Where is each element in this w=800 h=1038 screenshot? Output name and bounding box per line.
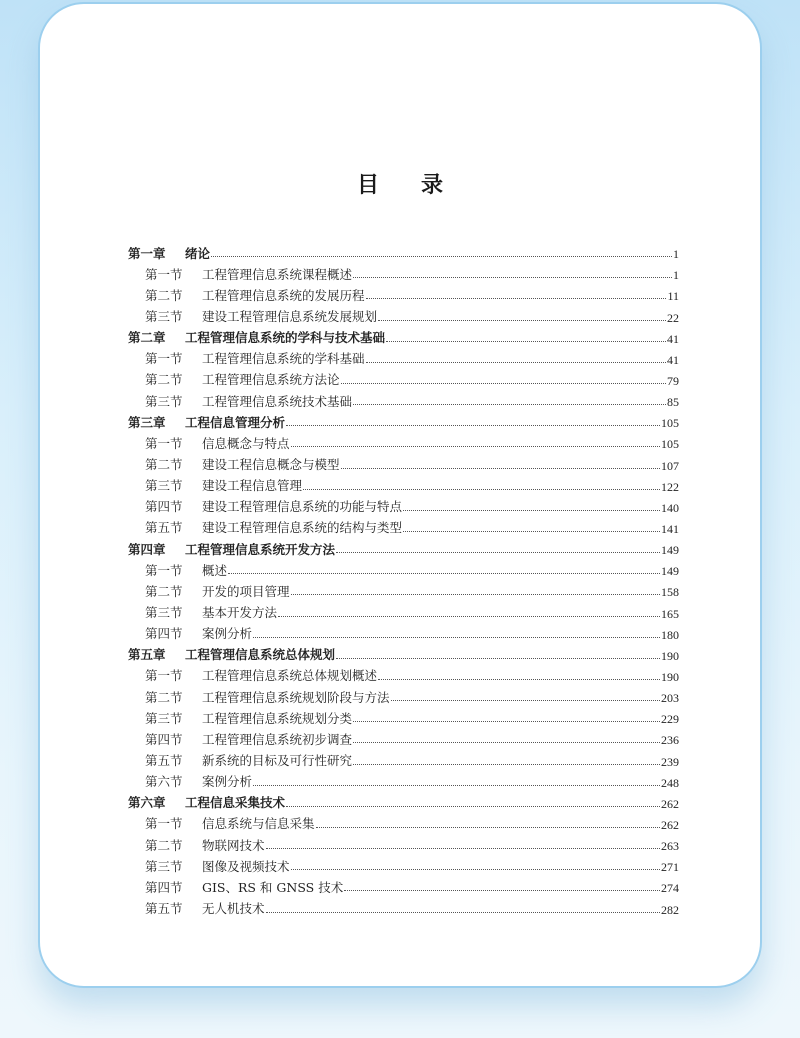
toc-entry-number: 第二节 [145, 689, 183, 705]
toc-section-row[interactable] [128, 705, 679, 726]
toc-entry-number: 第一节 [145, 351, 183, 367]
toc-entry-title: 概述 [202, 562, 228, 578]
toc-page-number: 149 [661, 543, 679, 558]
toc-section-row[interactable] [128, 282, 679, 303]
toc-entry-title: 建设工程管理信息系统发展规划 [202, 309, 378, 325]
toc-page-number: 79 [667, 373, 679, 388]
toc-page-number: 41 [667, 352, 679, 367]
toc-leader-dots [344, 890, 660, 891]
toc-section-row[interactable] [128, 578, 679, 599]
toc-entry-number: 第四章 [128, 541, 166, 557]
toc-entry-number: 第三节 [145, 478, 183, 494]
toc-leader-dots [353, 764, 660, 765]
toc-entry-number: 第一章 [128, 245, 166, 261]
toc-entry-title: 工程管理信息系统的学科基础 [202, 351, 365, 367]
toc-section-row[interactable] [128, 895, 679, 916]
toc-entry-title: 工程管理信息系统方法论 [202, 372, 340, 388]
toc-leader-dots [278, 616, 660, 617]
toc-page-number: 107 [661, 458, 679, 473]
toc-entry-title: 工程管理信息系统总体规划 [185, 647, 336, 663]
toc-page-number: 229 [661, 712, 679, 727]
toc-entry-title: 工程管理信息系统技术基础 [202, 393, 353, 409]
toc-page-number: 149 [661, 564, 679, 579]
toc-leader-dots [341, 468, 660, 469]
toc-page-number: 105 [661, 437, 679, 452]
toc-entry-title: GIS、RS 和 GNSS 技术 [202, 879, 344, 895]
toc-section-row[interactable] [128, 832, 679, 853]
toc-section-row[interactable] [128, 557, 679, 578]
title-char-1: 目 [356, 172, 379, 198]
toc-section-row[interactable] [128, 473, 679, 494]
toc-entry-title: 工程管理信息系统课程概述 [202, 266, 353, 282]
toc-entry-title: 新系统的目标及可行性研究 [202, 753, 353, 769]
toc-entry-title: 工程管理信息系统的学科与技术基础 [185, 330, 386, 346]
toc-entry-number: 第三章 [128, 414, 166, 430]
toc-page-number: 11 [667, 289, 679, 304]
toc-entry-title: 开发的项目管理 [202, 583, 290, 599]
toc-entry-number: 第一节 [145, 266, 183, 282]
toc-leader-dots [228, 573, 660, 574]
toc-entry-title: 图像及视频技术 [202, 858, 290, 874]
toc-entry-title: 物联网技术 [202, 837, 265, 853]
toc-section-row[interactable] [128, 621, 679, 642]
toc-entry-number: 第四节 [145, 499, 183, 515]
toc-entry-title: 工程管理信息系统初步调查 [202, 731, 353, 747]
toc-entry-title: 工程管理信息系统规划阶段与方法 [202, 689, 390, 705]
toc-entry-number: 第五节 [145, 520, 183, 536]
toc-entry-title: 案例分析 [202, 774, 253, 790]
toc-leader-dots [378, 679, 660, 680]
toc-entry-number: 第六章 [128, 795, 166, 811]
toc-section-row[interactable] [128, 346, 679, 367]
toc-leader-dots [336, 658, 660, 659]
toc-entry-title: 工程管理信息系统的发展历程 [202, 287, 365, 303]
toc-entry-title: 工程信息管理分析 [185, 414, 286, 430]
toc-entry-number: 第五节 [145, 901, 183, 916]
toc-entry-number: 第二节 [145, 287, 183, 303]
toc-page-number: 1 [673, 247, 679, 262]
toc-page-number: 262 [661, 796, 679, 811]
toc-section-row[interactable] [128, 261, 679, 282]
toc-page-number: 236 [661, 733, 679, 748]
toc-page-number: 141 [661, 521, 679, 536]
toc-entry-title: 基本开发方法 [202, 605, 278, 621]
toc-page-number: 248 [661, 775, 679, 790]
toc-leader-dots [391, 700, 660, 701]
toc-leader-dots [303, 489, 660, 490]
toc-leader-dots [403, 531, 660, 532]
toc-section-row[interactable] [128, 811, 679, 832]
table-of-contents [128, 240, 679, 917]
toc-entry-title: 建设工程管理信息系统的结构与类型 [202, 520, 403, 536]
page-title [0, 168, 800, 199]
toc-leader-dots [353, 742, 660, 743]
toc-entry-number: 第三节 [145, 393, 183, 409]
toc-section-row[interactable] [128, 726, 679, 747]
toc-section-row[interactable] [128, 494, 679, 515]
toc-leader-dots [291, 446, 660, 447]
toc-leader-dots [316, 827, 660, 828]
toc-entry-title: 绪论 [185, 245, 211, 261]
toc-page-number: 282 [661, 902, 679, 917]
toc-section-row[interactable] [128, 451, 679, 472]
toc-leader-dots [353, 277, 672, 278]
toc-chapter-row[interactable] [128, 325, 679, 346]
toc-section-row[interactable] [128, 367, 679, 388]
toc-page-number: 105 [661, 416, 679, 431]
toc-entry-number: 第五节 [145, 753, 183, 769]
toc-entry-title: 案例分析 [202, 626, 253, 642]
toc-page-number: 239 [661, 754, 679, 769]
toc-entry-number: 第二节 [145, 457, 183, 473]
toc-section-row[interactable] [128, 853, 679, 874]
toc-page-number: 263 [661, 839, 679, 854]
toc-entry-number: 第四节 [145, 731, 183, 747]
toc-entry-number: 第一节 [145, 668, 183, 684]
toc-page-number: 122 [661, 479, 679, 494]
toc-leader-dots [253, 637, 660, 638]
toc-leader-dots [253, 785, 660, 786]
toc-section-row[interactable] [128, 430, 679, 451]
toc-section-row[interactable] [128, 663, 679, 684]
toc-page-number: 158 [661, 585, 679, 600]
toc-leader-dots [266, 912, 660, 913]
toc-entry-title: 无人机技术 [202, 901, 265, 916]
toc-section-row[interactable] [128, 599, 679, 620]
toc-chapter-row[interactable] [128, 790, 679, 811]
toc-leader-dots [291, 869, 660, 870]
toc-chapter-row[interactable] [128, 240, 679, 261]
toc-leader-dots [403, 510, 660, 511]
toc-entry-number: 第五章 [128, 647, 166, 663]
toc-page-number: 85 [667, 395, 679, 410]
title-char-2: 录 [421, 172, 444, 198]
toc-chapter-row[interactable] [128, 409, 679, 430]
toc-leader-dots [366, 298, 667, 299]
toc-leader-dots [366, 362, 666, 363]
toc-page-number: 271 [661, 860, 679, 875]
toc-entry-number: 第三节 [145, 605, 183, 621]
toc-entry-title: 信息系统与信息采集 [202, 816, 315, 832]
toc-leader-dots [353, 721, 660, 722]
toc-entry-number: 第四节 [145, 626, 183, 642]
toc-entry-number: 第一节 [145, 816, 183, 832]
toc-entry-title: 建设工程信息管理 [202, 478, 303, 494]
toc-entry-number: 第三节 [145, 858, 183, 874]
toc-page-number: 203 [661, 691, 679, 706]
toc-leader-dots [211, 256, 672, 257]
toc-page-number: 22 [667, 310, 679, 325]
toc-leader-dots [341, 383, 666, 384]
toc-entry-number: 第二节 [145, 583, 183, 599]
toc-leader-dots [286, 425, 660, 426]
toc-section-row[interactable] [128, 388, 679, 409]
toc-chapter-row[interactable] [128, 536, 679, 557]
toc-entry-number: 第二节 [145, 372, 183, 388]
toc-leader-dots [336, 552, 660, 553]
toc-section-row[interactable] [128, 303, 679, 324]
toc-page-number: 190 [661, 648, 679, 663]
toc-page-number: 41 [667, 331, 679, 346]
toc-leader-dots [386, 341, 666, 342]
toc-page-number: 190 [661, 669, 679, 684]
toc-entry-title: 建设工程信息概念与模型 [202, 457, 340, 473]
toc-leader-dots [291, 594, 660, 595]
toc-leader-dots [378, 320, 666, 321]
toc-entry-number: 第三节 [145, 309, 183, 325]
toc-entry-title: 工程管理信息系统开发方法 [185, 541, 336, 557]
toc-section-row[interactable] [128, 515, 679, 536]
toc-section-row[interactable] [128, 769, 679, 790]
toc-leader-dots [286, 806, 660, 807]
toc-entry-number: 第一节 [145, 562, 183, 578]
toc-section-row[interactable] [128, 874, 679, 895]
toc-entry-number: 第二节 [145, 837, 183, 853]
toc-entry-title: 建设工程管理信息系统的功能与特点 [202, 499, 403, 515]
toc-entry-number: 第四节 [145, 879, 183, 895]
toc-page-number: 262 [661, 817, 679, 832]
toc-entry-title: 工程管理信息系统总体规划概述 [202, 668, 378, 684]
toc-entry-number: 第二章 [128, 330, 166, 346]
toc-leader-dots [266, 848, 660, 849]
toc-chapter-row[interactable] [128, 642, 679, 663]
toc-section-row[interactable] [128, 684, 679, 705]
toc-entry-number: 第三节 [145, 710, 183, 726]
toc-page-number: 274 [661, 881, 679, 896]
toc-page-number: 140 [661, 500, 679, 515]
toc-page-number: 165 [661, 606, 679, 621]
toc-entry-title: 工程管理信息系统规划分类 [202, 710, 353, 726]
toc-page-number: 180 [661, 627, 679, 642]
toc-leader-dots [353, 404, 666, 405]
toc-entry-number: 第一节 [145, 435, 183, 451]
toc-section-row[interactable] [128, 747, 679, 768]
toc-entry-title: 工程信息采集技术 [185, 795, 286, 811]
toc-entry-title: 信息概念与特点 [202, 435, 290, 451]
toc-page-number: 1 [673, 268, 679, 283]
toc-entry-number: 第六节 [145, 774, 183, 790]
